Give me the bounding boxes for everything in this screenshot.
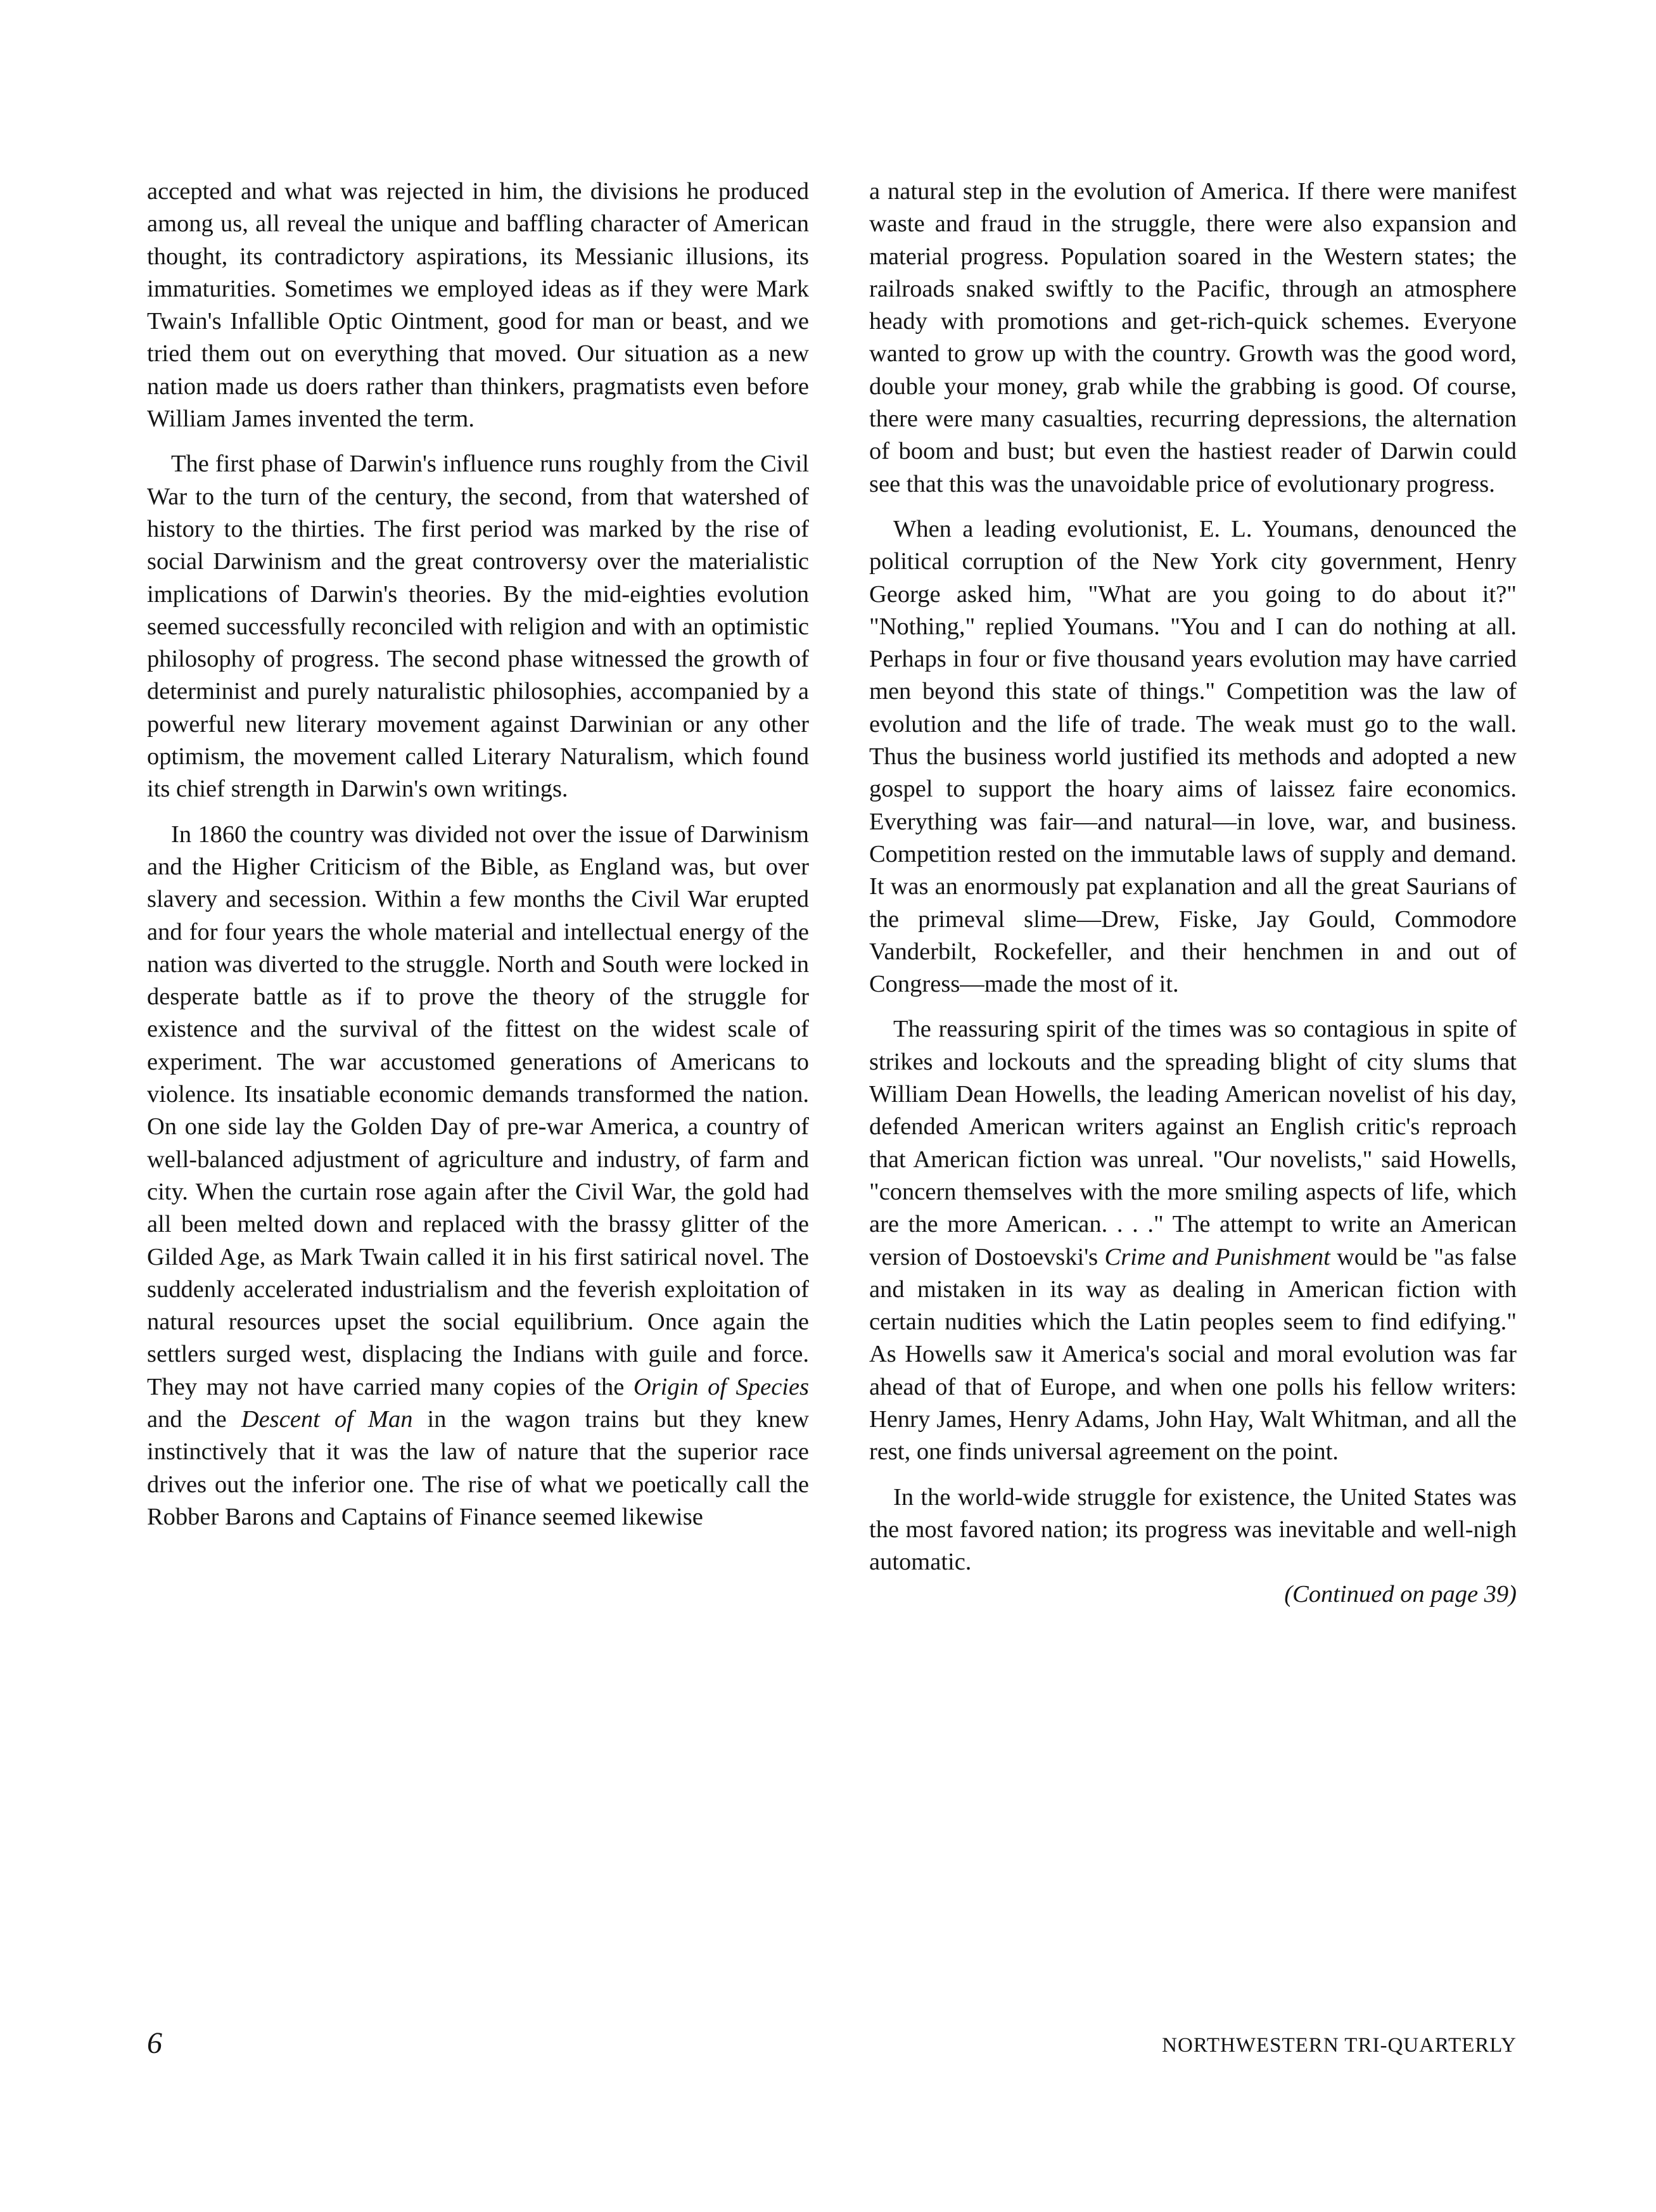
publication-name: NORTHWESTERN TRI-QUARTERLY bbox=[1162, 2034, 1517, 2057]
continued-note: (Continued on page 39) bbox=[1284, 1581, 1517, 1608]
paragraph: In 1860 the country was divided not over the issue of Darwinism and the Higher Criticism of the Bible, as England was, but over slavery and secession. Within a few months the Civil War erupted and for four years the whole material and intellectual energy of the nation was diverted to the struggle. North and South were locked in desperate battle as if to prove the theory of the struggle for existence and the survival of the fittest on the widest scale of experiment. The war accustomed generations of Americans to violence. Its insatiable economic demands transformed the nation. On one side lay the Golden Day of pre-war America, a country of well-balanced adjustment of agriculture and industry, of farm and city. When the curtain rose again after the Civil War, the gold had all been melted down and replaced with the brassy glitter of the Gilded Age, as Mark Twain called it in his first satirical novel. The suddenly accelerated industrialism and the feverish exploitation of natural resources upset the social equilibrium. Once again the settlers surged west, displacing the Indians with guile and force. They may not have carried many copies of the Origin of Species and the Descent of Man in the wagon trains but they knew instinctively that it was the law of nature that the superior race drives out the inferior one. The rise of what we poetically call the Robber Barons and Captains of Finance seemed likewise bbox=[147, 821, 810, 1530]
page-number: 6 bbox=[147, 2026, 162, 2060]
book-title: Origin of Species bbox=[633, 1373, 809, 1400]
paragraph: accepted and what was rejected in him, the divisions he produced among us, all reveal the unique and baffling character of American thought, its contradictory aspirations, its Messianic illusions, its immaturities. Sometimes we employed ideas as if they were Mark Twain's Infallible Optic Ointment, good for man or beast, and we tried them out on everything that moved. Our situation as a new nation made us doers rather than thinkers, pragmatists even before William James invented the term. bbox=[147, 178, 809, 433]
book-title: Descent of Man bbox=[241, 1405, 413, 1433]
paragraph: When a leading evolutionist, E. L. Youmans, denounced the political corruption of the New York city government, Henry George asked him, "What are you going to do about it?" "Nothing," replied Youmans. "You and I can do nothing at all. Perhaps in four or five thousand years evolution may have carried men beyond this state of things." Competition was the law of evolution and the life of trade. The weak must go to the wall. Thus the business world justified its methods and adopted a new gospel to support the hoary aims of laissez faire economics. Everything was fair—and natural—in love, war, and business. Competition rested on the immutable laws of supply and demand. It was an enormously pat explanation and all the great Saurians of the primeval slime—Drew, Fiske, Jay Gould, Commodore Vanderbilt, Rockefeller, and their henchmen in and out of Congress—made the most of it. bbox=[869, 515, 1517, 998]
book-title: Crime and Punishment bbox=[1104, 1243, 1330, 1270]
left-column bbox=[147, 176, 809, 1546]
paragraph: The first phase of Darwin's influence runs roughly from the Civil War to the turn of the century, the second, from that watershed of history to the thirties. The first period was marked by the rise of social Darwinism and the great controversy over the materialistic implications of Darwin's theories. By the mid-eighties evolution seemed successfully reconciled with religion and with an optimistic philosophy of progress. The second phase witnessed the growth of determinist and purely naturalistic philosophies, accompanied by a powerful new literary movement against Darwinian or any other optimism, the movement called Literary Naturalism, which found its chief strength in Darwin's own writings. bbox=[147, 451, 809, 803]
right-column bbox=[869, 176, 1517, 1624]
paragraph: In the world-wide struggle for existence, the United States was the most favored nation; its progress was inevitable and well-nigh automatic. bbox=[869, 1483, 1517, 1576]
paragraph: The reassuring spirit of the times was so contagious in spite of strikes and lockouts and the spreading blight of city slums that William Dean Howells, the leading American novelist of his day, defended American writers against an English critic's reproach that American fiction was unreal. "Our novelists," said Howells, "concern themselves with the more smiling aspects of life, which are the more American. . . ." The attempt to write an American version of Dostoevski's Crime and Punishment would be "as false and mistaken in its way as dealing in American fiction with certain nudities which the Latin peoples seem to find edifying." As Howells saw it America's social and moral evolution was far ahead of that of Europe, and when one polls his fellow writers: Henry James, Henry Adams, John Hay, Walt Whitman, and all the rest, one finds universal agreement on the point. bbox=[869, 1016, 1517, 1466]
paragraph: a natural step in the evolution of America. If there were manifest waste and fraud in the struggle, there were also expansion and material progress. Population soared in the Western states; the railroads snaked swiftly to the Pacific, through an atmosphere heady with promotions and get-rich-quick schemes. Everyone wanted to grow up with the country. Growth was the good word, double your money, grab while the grabbing is good. Of course, there were many casualties, recurring depressions, the alternation of boom and bust; but even the hastiest reader of Darwin could see that this was the unavoidable price of evolutionary progress. bbox=[869, 178, 1517, 497]
